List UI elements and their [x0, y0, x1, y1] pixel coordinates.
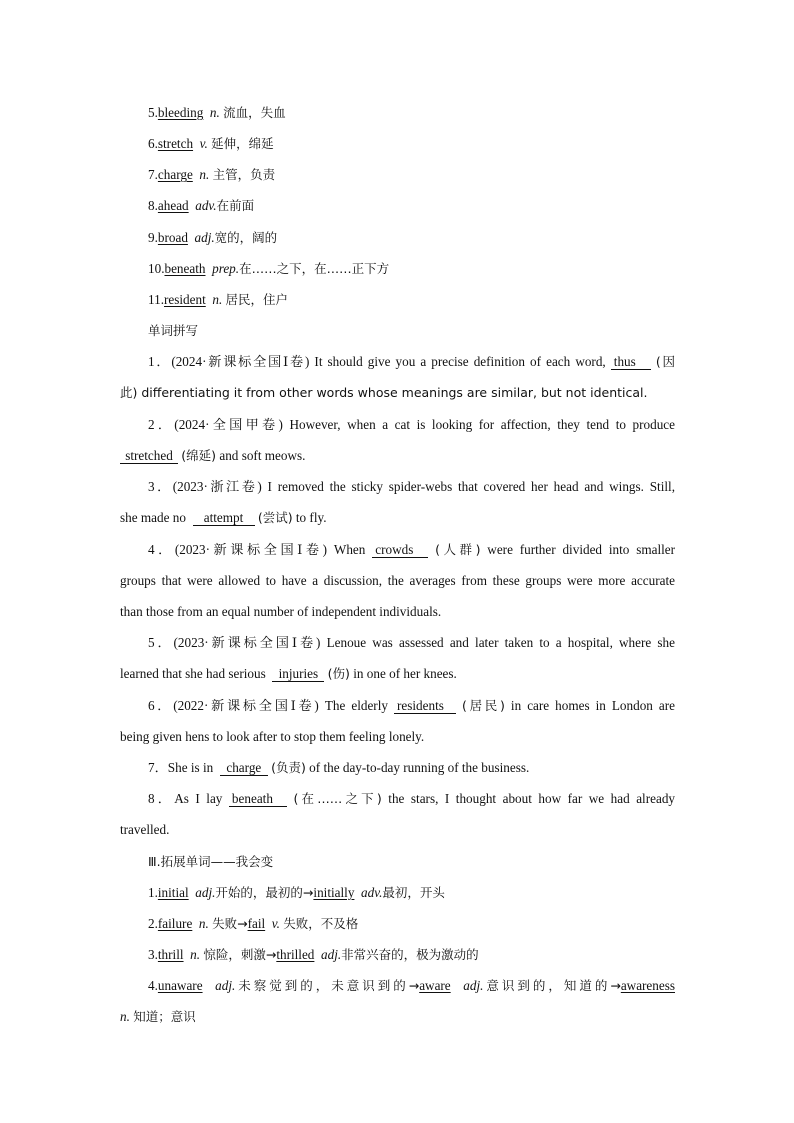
sentence-text: travelled. [120, 822, 170, 837]
source-label: 1．(2024·新课标全国Ⅰ卷) [148, 354, 310, 369]
part-of-speech: adj. [194, 230, 215, 245]
meaning: 在前面 [216, 198, 255, 213]
sentence-line [148, 541, 675, 559]
part-of-speech: adj. [463, 978, 484, 993]
meaning: 居民，住户 [225, 292, 289, 307]
sentence-line [148, 634, 675, 652]
part-of-speech: adj. [321, 947, 342, 962]
meaning: 宽的，阔的 [214, 230, 278, 245]
meaning: 延伸，绵延 [211, 136, 274, 151]
sentence-text: in care homes in London are [510, 698, 675, 713]
answer-blank: thus [611, 354, 651, 370]
hint: (人群) [435, 542, 481, 557]
sentence-line [120, 821, 675, 839]
answer-word: fail [247, 916, 266, 931]
answer-word: resident [164, 292, 206, 307]
answer-word: thrilled [276, 947, 315, 962]
answer-word: initial [157, 885, 189, 900]
sentence-text: When [333, 542, 366, 557]
part-of-speech: v. [199, 136, 208, 151]
answer-blank: charge [220, 760, 268, 776]
vocab-item [148, 291, 675, 309]
sentence-text: The elderly [324, 698, 388, 713]
part-of-speech: adj. [195, 885, 216, 900]
part-of-speech: adj. [215, 978, 236, 993]
part-of-speech: adv. [361, 885, 383, 900]
sentence-text: It should give you a precise definition of each word, [314, 354, 606, 369]
item-number: 1. [148, 885, 158, 900]
sentence-line [120, 384, 675, 402]
expand-item [148, 884, 675, 902]
item-number: 5. [148, 105, 158, 120]
meaning: 失败，不及格 [283, 916, 359, 931]
item-number: 8. [148, 198, 158, 213]
sentence-text: in one of her knees. [353, 666, 457, 681]
meaning: 非常兴奋的，极为激动的 [341, 947, 479, 962]
expand-item [148, 977, 675, 995]
answer-blank: residents [394, 698, 456, 714]
answer-blank: crowds [372, 542, 428, 558]
item-number: 4. [148, 978, 158, 993]
answer-blank: beneath [229, 791, 287, 807]
meaning: 最初，开头 [382, 885, 445, 900]
item-number: 10. [148, 261, 165, 276]
answer-word: thrill [157, 947, 184, 962]
vocab-item [148, 135, 675, 153]
vocab-item [148, 104, 675, 122]
answer-word: stretch [157, 136, 194, 151]
sentence-line [120, 665, 675, 683]
meaning: 意识到的，知道的→ [483, 978, 621, 993]
expand-item [148, 946, 675, 964]
sentence-text: than those from an equal number of independent individuals. [120, 604, 442, 619]
source-label: 3．(2023·浙江卷) [148, 479, 262, 494]
hint: (负责) [271, 760, 306, 775]
sentence-text: she made no [120, 510, 186, 525]
meaning: 知道；意识 [133, 1009, 196, 1024]
hint: (尝试) [257, 510, 293, 525]
sentence-text: and soft meows. [219, 448, 306, 463]
answer-word: charge [157, 167, 193, 182]
part-of-speech: n. [190, 947, 201, 962]
meaning: 开始的，最初的→ [215, 885, 314, 900]
item-number: 3. [148, 947, 158, 962]
meaning: 惊险，刺激→ [203, 947, 277, 962]
meaning: 主管，负责 [212, 167, 276, 182]
answer-word: bleeding [157, 105, 204, 120]
expand-item-continued [120, 1008, 675, 1026]
sentence-line [120, 728, 675, 746]
answer-word: initially [313, 885, 355, 900]
vocab-item [148, 166, 675, 184]
hint: (因 [655, 354, 676, 369]
sentence-line [120, 572, 675, 590]
item-number: 9. [148, 230, 158, 245]
vocab-item [148, 260, 675, 278]
sentence-text: However, when a cat is looking for affection, they tend to produce [289, 417, 675, 432]
part-of-speech: n. [198, 916, 209, 931]
answer-word: failure [157, 916, 193, 931]
sentence-line [148, 759, 675, 777]
source-label: 6．(2022·新课标全国Ⅰ卷) [148, 698, 319, 713]
part-of-speech: n. [120, 1009, 130, 1024]
sentence-text: I removed the sticky spider-webs that covered her head and wings. Still, [267, 479, 675, 494]
sentence-line [148, 790, 675, 808]
meaning: 流血，失血 [223, 105, 286, 120]
section-title: 单词拼写 [148, 323, 199, 338]
section-title: Ⅲ.拓展单词——我会变 [148, 854, 274, 869]
part-of-speech: n. [199, 167, 210, 182]
sentence-line [148, 416, 675, 434]
item-number: 7. [148, 167, 158, 182]
answer-word: beneath [164, 261, 206, 276]
sentence-line [120, 447, 675, 465]
source-label: 5．(2023·新课标全国Ⅰ卷) [148, 635, 321, 650]
vocab-item [148, 229, 675, 247]
hint: (绵延) [181, 448, 217, 463]
answer-word: unaware [157, 978, 203, 993]
part-of-speech: adv. [195, 198, 217, 213]
expand-item [148, 915, 675, 933]
answer-word: aware [419, 978, 451, 993]
sentence-line [120, 509, 675, 527]
sentence-line [148, 353, 675, 371]
sentence-text: She is in [167, 760, 214, 775]
item-number: 2. [148, 916, 158, 931]
meaning: 在……之下，在……正下方 [239, 261, 390, 276]
sentence-text: to fly. [295, 510, 327, 525]
meaning: 失败→ [212, 916, 248, 931]
sentence-text: As I lay [174, 791, 223, 806]
answer-word: awareness [620, 978, 675, 993]
meaning: 未察觉到的，未意识到的→ [235, 978, 420, 993]
sentence-text: being given hens to look after to stop them feeling lonely. [120, 729, 425, 744]
sentence-text: 此) differentiating it from other words whose meanings are similar, but not identical. [120, 385, 648, 400]
answer-blank: stretched [120, 448, 178, 464]
answer-blank: attempt [193, 510, 255, 526]
sentence-line [120, 603, 675, 621]
source-label: 4．(2023·新课标全国Ⅰ卷) [148, 542, 328, 557]
source-label: 2．(2024·全国甲卷) [148, 417, 283, 432]
sentence-text: groups that were allowed to have a discussion, the averages from these groups were more accurate [120, 573, 675, 588]
part-of-speech: prep. [212, 261, 240, 276]
sentence-text: of the day-to-day running of the business. [309, 760, 530, 775]
sentence-line [148, 478, 675, 496]
sentence-text: learned that she had serious [120, 666, 266, 681]
source-label: 7． [148, 760, 168, 775]
hint: (居民) [462, 698, 505, 713]
item-number: 11. [148, 292, 164, 307]
answer-word: ahead [157, 198, 189, 213]
item-number: 6. [148, 136, 158, 151]
sentence-line [148, 697, 675, 715]
sentence-text: were further divided into smaller [487, 542, 676, 557]
vocab-item [148, 197, 675, 215]
sentence-text: the stars, I thought about how far we had already [388, 791, 676, 806]
sentence-text: Lenoue was assessed and later taken to a hospital, where she [326, 635, 676, 650]
answer-blank: injuries [272, 666, 324, 682]
answer-word: broad [157, 230, 188, 245]
part-of-speech: n. [212, 292, 223, 307]
part-of-speech: n. [209, 105, 220, 120]
hint: (在……之下) [293, 791, 382, 806]
part-of-speech: v. [271, 916, 280, 931]
source-label: 8． [148, 791, 175, 806]
hint: (伤) [327, 666, 350, 681]
